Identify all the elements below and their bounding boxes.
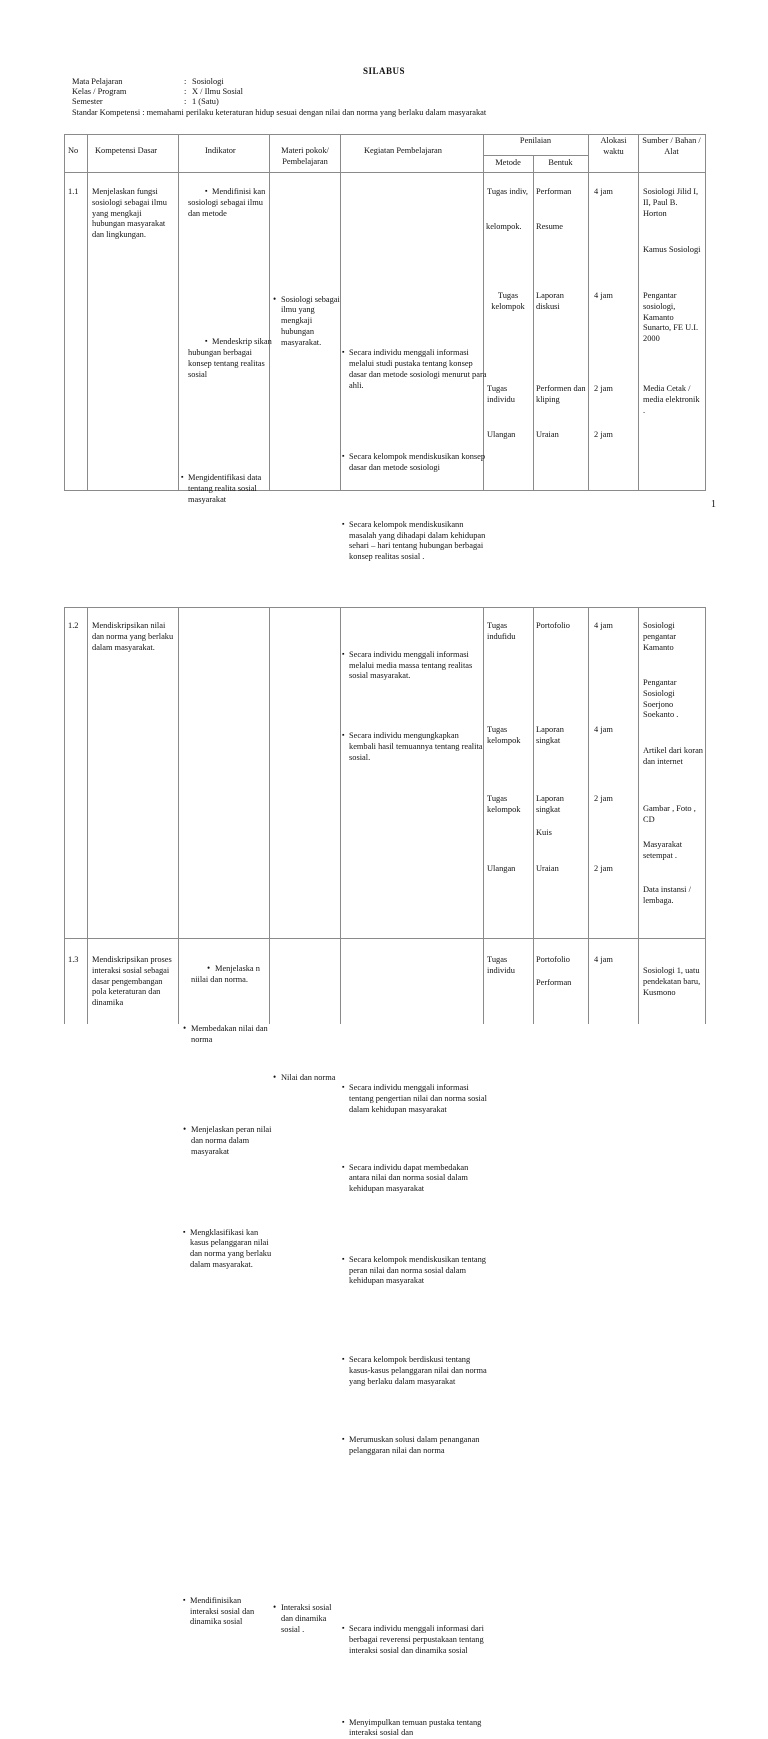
kegiatan-item: ▪ Secara kelompok mendiskusikan tentang peran nilai dan norma sosial dalam kehidupan masyarakat	[342, 1255, 487, 1287]
header-row-class	[72, 87, 672, 97]
alokasi-text: 2 jam	[594, 794, 613, 805]
indikator-item: ▪ Mendeskrip sikan hubungan berbagai konsep tentang realitas sosial	[181, 337, 272, 380]
indikator-item: • Menjelaska n niilai dan norma.	[183, 964, 273, 986]
sumber-text: Pengantar Sosiologi Soerjono Soekanto .	[643, 678, 703, 721]
header-row-standar	[72, 108, 672, 118]
metode-text: Tugas kelompok	[487, 794, 531, 816]
alokasi-text: 4 jam	[594, 725, 613, 736]
metode-text: Tugas individu	[487, 955, 531, 977]
kegiatan-item: ▪ Secara individu menggali informasi melalui media massa tentang realitas sosial masyarakat.	[342, 650, 487, 682]
kompetensi-dasar-text: Mendiskripsikan nilai dan norma yang berlaku dalam masyarakat.	[92, 621, 176, 653]
bentuk-text: Performan	[536, 978, 586, 989]
indikator-item: ▪ Mengidentifikasi data tentang realita sosial masyarakat	[181, 473, 272, 505]
bentuk-text: Performen dan kliping	[536, 384, 586, 406]
kegiatan-item: ▪ Secara individu menggali informasi melalui studi pustaka tentang konsep dasar dan metode sosiologi menurut para ahli.	[342, 348, 487, 391]
bentuk-text: Uraian	[536, 864, 586, 875]
alokasi-text: 2 jam	[594, 384, 613, 395]
alokasi-text: 2 jam	[594, 864, 613, 875]
col-header-bentuk: Bentuk	[533, 158, 588, 169]
bentuk-text: Resume	[536, 222, 586, 233]
header-value: X / Ilmu Sosial	[192, 87, 243, 96]
col-header-sumber: Sumber / Bahan / Alat	[640, 136, 703, 158]
indikator-item: ▪ Mendifinisi kan sosiologi sebagai ilmu dan metode	[181, 187, 272, 219]
bentuk-text: Laporan diskusi	[536, 291, 586, 313]
col-header-no: No	[68, 146, 78, 157]
materi-item: • Sosiologi sebagai ilmu yang mengkaji hubungan masyarakat.	[273, 295, 345, 349]
header-row-subject	[72, 77, 672, 87]
sumber-text: Media Cetak / media elektronik .	[643, 384, 703, 416]
kompetensi-dasar-text: Mendiskripsikan proses interaksi sosial sebagai dasar pengembangan pola keteraturan dan dinamika	[92, 955, 176, 1009]
metode-text: kelompok.	[486, 222, 532, 233]
row-number: 1.3	[68, 955, 78, 966]
bentuk-text: Laporan singkat	[536, 794, 586, 816]
bentuk-text: Performan	[536, 187, 586, 198]
sumber-text: Pengantar sosiologi, Kamanto Sunarto, FE U.I. 2000	[643, 291, 703, 345]
alokasi-text: 4 jam	[594, 955, 613, 966]
syllabus-header	[72, 77, 672, 118]
kegiatan-item: ▪ Secara individu mengungkapkan kembali hasil temuannya tentang realita sosial.	[342, 731, 487, 763]
indikator-item: ▪ Mendifinisikan interaksi sosial dan dinamika sosial	[183, 1596, 272, 1628]
bentuk-text: Portofolio	[536, 955, 586, 966]
header-label: Kelas / Program	[72, 87, 184, 98]
materi-item: • Nilai dan norma	[273, 1073, 345, 1084]
alokasi-text: 2 jam	[594, 430, 613, 441]
sumber-text: Data instansi / lembaga.	[643, 885, 703, 907]
bentuk-text: Kuis	[536, 828, 586, 839]
col-header-alokasi: Alokasi waktu	[591, 136, 636, 158]
kompetensi-dasar-text: Menjelaskan fungsi sosiologi sebagai ilmu yang mengkaji hubungan masyarakat dan lingkungan.	[92, 187, 176, 241]
col-header-kompetensi-dasar: Kompetensi Dasar	[95, 146, 157, 157]
header-sep: :	[184, 77, 192, 88]
sumber-text: Sosiologi 1, uatu pendekatan baru, Kusmono	[643, 966, 703, 998]
header-row-semester	[72, 97, 672, 107]
page-number: 1	[711, 499, 716, 512]
header-value: 1 (Satu)	[192, 97, 219, 106]
header-label: Mata Pelajaran	[72, 77, 184, 88]
metode-text: Ulangan	[487, 430, 531, 441]
metode-text: Tugas individu	[487, 384, 531, 406]
alokasi-text: 4 jam	[594, 187, 613, 198]
header-label: Semester	[72, 97, 184, 108]
standar-value: memahami perilaku keteraturan hidup sesuai dengan nilai dan norma yang berlaku dalam masyarakat	[147, 108, 487, 117]
standar-label: Standar Kompetensi :	[72, 108, 145, 117]
indikator-item: • Membedakan nilai dan norma	[183, 1024, 273, 1046]
sumber-text: Sosiologi pengantar Kamanto	[643, 621, 703, 653]
kegiatan-item: ▪ Secara individu dapat membedakan antara nilai dan norma sosial dalam kehidupan masyarakat	[342, 1163, 487, 1195]
col-header-indikator: Indikator	[205, 146, 236, 157]
page-title: SILABUS	[0, 66, 768, 78]
sumber-text: Sosiologi Jilid I, II, Paul B. Horton	[643, 187, 703, 219]
materi-item: • Interaksi sosial dan dinamika sosial .	[273, 1603, 345, 1635]
header-sep: :	[184, 87, 192, 98]
row-number: 1.1	[68, 187, 78, 198]
sumber-text: Kamus Sosiologi	[643, 245, 703, 256]
col-header-materi: Materi pokok/ Pembelajaran	[272, 146, 338, 168]
row-number: 1.2	[68, 621, 78, 632]
kegiatan-item: ▪ Secara kelompok berdiskusi tentang kasus-kasus pelanggaran nilai dan norma yang berlaku dalam masyarakat	[342, 1355, 487, 1387]
header-value: Sosiologi	[192, 77, 224, 86]
col-header-metode: Metode	[483, 158, 533, 169]
metode-text: Tugas kelompok	[487, 725, 531, 747]
col-header-penilaian: Penilaian	[483, 136, 588, 147]
indikator-item: • Menjelaskan peran nilai dan norma dalam masyarakat	[183, 1125, 273, 1157]
indikator-item: ▪ Mengklasifikasi kan kasus pelanggaran nilai dan norma yang berlaku dalam masyarakat.	[183, 1228, 272, 1271]
kegiatan-item: ▪ Secara individu menggali informasi tentang pengertian nilai dan norma sosial dalam kehidupan masyarakat	[342, 1083, 487, 1115]
col-header-kegiatan: Kegiatan Pembelajaran	[364, 146, 442, 157]
kegiatan-item: ▪ Secara kelompok mendiskusikann masalah yang dihadapi dalam kehidupan sehari – hari tentang hubungan berbagai konsep realitas sosial .	[342, 520, 487, 563]
sumber-text: Artikel dari koran dan internet	[643, 746, 703, 768]
metode-text: Tugas indiv,	[487, 187, 531, 198]
sumber-text: Masyarakat setempat .	[643, 840, 703, 862]
sumber-text: Gambar , Foto , CD	[643, 804, 703, 826]
bentuk-text: Portofolio	[536, 621, 586, 632]
alokasi-text: 4 jam	[594, 621, 613, 632]
header-sep: :	[184, 97, 192, 108]
syllabus-table-1	[0, 0, 768, 333]
kegiatan-item: ▪ Merumuskan solusi dalam penanganan pelanggaran nilai dan norma	[342, 1435, 487, 1457]
alokasi-text: 4 jam	[594, 291, 613, 302]
metode-text: Tugas indufidu	[487, 621, 531, 643]
bentuk-text: Uraian	[536, 430, 586, 441]
metode-text: Tugas kelompok	[484, 291, 532, 313]
bentuk-text: Laporan singkat	[536, 725, 586, 747]
kegiatan-item: ▪ Menyimpulkan temuan pustaka tentang interaksi sosial dan	[342, 1718, 487, 1739]
kegiatan-item: ▪ Secara individu menggali informasi dari berbagai reverensi perpustakaan tentang interaksi sosial dan dinamika sosial	[342, 1624, 487, 1656]
kegiatan-item: ▪ Secara kelompok mendiskusikan konsep dasar dan metode sosiologi	[342, 452, 487, 474]
metode-text: Ulangan	[487, 864, 531, 875]
